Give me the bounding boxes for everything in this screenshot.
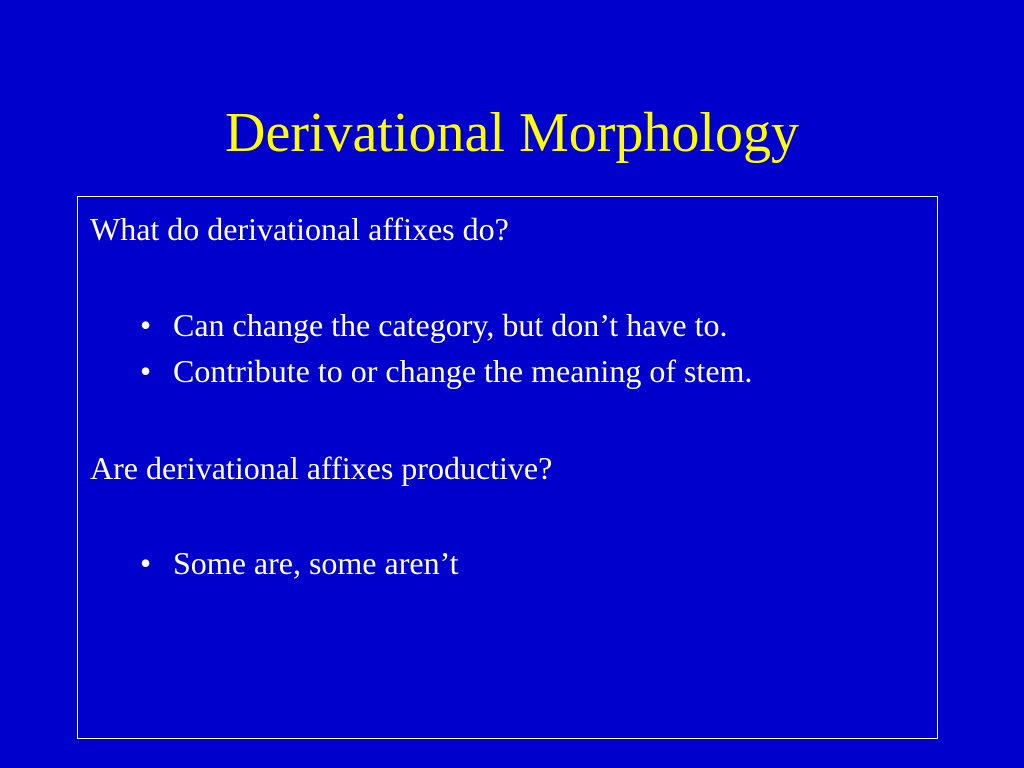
content-box: [77, 196, 938, 739]
bullet-icon: •: [140, 545, 152, 581]
bullet-icon: •: [140, 307, 152, 343]
bullet-item: Can change the category, but don’t have to.: [173, 307, 728, 343]
bullet-item: Some are, some aren’t: [173, 545, 459, 581]
slide-title: Derivational Morphology: [225, 102, 799, 164]
question-1: What do derivational affixes do?: [90, 211, 509, 247]
question-2: Are derivational affixes productive?: [90, 450, 553, 486]
bullet-icon: •: [140, 353, 152, 389]
bullet-item: Contribute to or change the meaning of stem.: [173, 353, 753, 389]
